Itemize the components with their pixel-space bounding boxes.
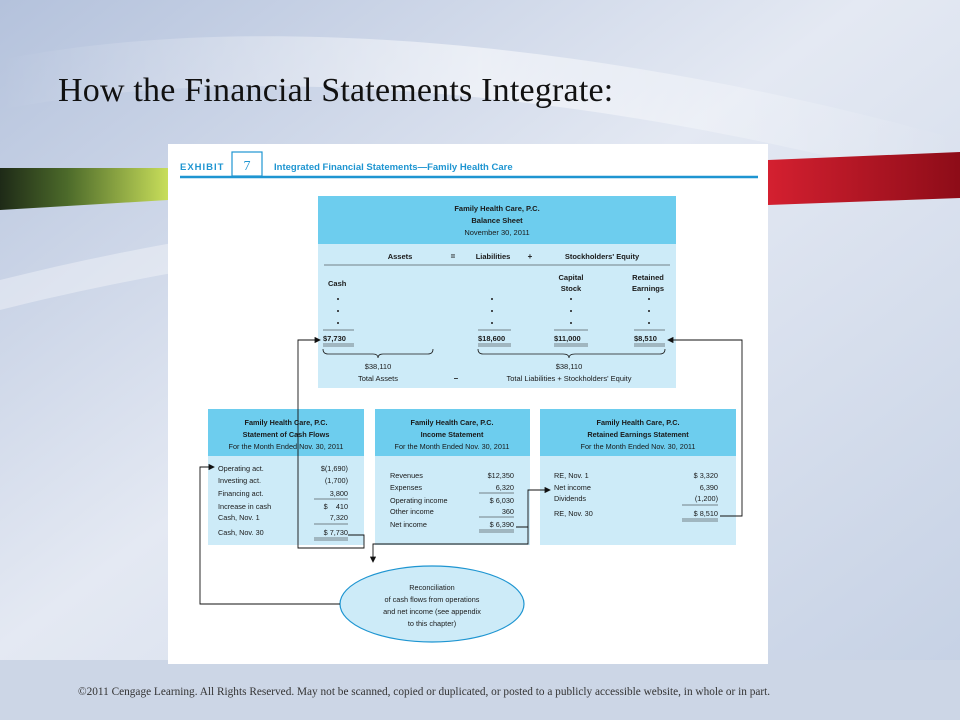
cf-row-value: $(1,690) xyxy=(320,464,348,473)
balance-sheet-company: Family Health Care, P.C. xyxy=(454,204,540,213)
is-row-value: 360 xyxy=(501,507,514,516)
re-row-label: RE, Nov. 30 xyxy=(554,509,593,518)
cash-flows-name: Statement of Cash Flows xyxy=(242,430,330,439)
is-row-label: Other income xyxy=(390,507,434,516)
cf-row-value: 3,800 xyxy=(329,489,348,498)
copyright-footer: ©2011 Cengage Learning. All Rights Reserved. May not be scanned, copied or duplicated, or posted to a publicly accessible website, in whole or in part. xyxy=(78,686,771,698)
re-row-value: 6,390 xyxy=(699,483,718,492)
total-le-value: $38,110 xyxy=(555,362,583,371)
reconciliation-line: to this chapter) xyxy=(407,619,457,628)
re-company: Family Health Care, P.C. xyxy=(596,418,680,427)
reconciliation-line: and net income (see appendix xyxy=(383,607,481,616)
reconciliation-line: of cash flows from operations xyxy=(384,595,480,604)
cf-row-label: Operating act. xyxy=(218,464,264,473)
cf-row-value: 7,320 xyxy=(329,513,348,522)
is-row-value: 6,320 xyxy=(495,483,514,492)
cash-flows-period: For the Month Ended Nov. 30, 2011 xyxy=(228,442,344,451)
reconciliation-line: Reconciliation xyxy=(409,583,455,592)
income-name: Income Statement xyxy=(420,430,484,439)
re-row-label: Net income xyxy=(554,483,591,492)
is-row-label: Revenues xyxy=(390,471,423,480)
exhibit-diagram xyxy=(168,144,768,664)
equity-header: Stockholders' Equity xyxy=(564,252,640,261)
total-assets-label: Total Assets xyxy=(357,374,399,383)
equals-sign: = xyxy=(450,252,456,261)
is-row-label: Operating income xyxy=(390,496,448,505)
exhibit-title: Integrated Financial Statements—Family Health Care xyxy=(274,162,513,173)
retained-earnings-header-1: Retained xyxy=(632,273,664,282)
is-row-label: Net income xyxy=(390,520,427,529)
cash-value: $7,730 xyxy=(323,334,346,343)
capital-stock-value: $11,000 xyxy=(554,334,581,343)
reconciliation-ellipse xyxy=(340,566,524,642)
reconciliation-note xyxy=(340,566,524,642)
re-row-value: $ 8,510 xyxy=(693,509,718,518)
cash-flows-company: Family Health Care, P.C. xyxy=(244,418,328,427)
balance-sheet xyxy=(318,196,676,388)
cf-row-value: $ 7,730 xyxy=(323,528,348,537)
re-row-label: RE, Nov. 1 xyxy=(554,471,589,480)
is-row-label: Expenses xyxy=(390,483,423,492)
balance-sheet-date: November 30, 2011 xyxy=(464,228,530,237)
income-statement xyxy=(375,409,530,545)
retained-earnings-header-2: Earnings xyxy=(631,284,665,293)
is-row-value: $12,350 xyxy=(487,471,514,480)
cash-label: Cash xyxy=(328,279,347,288)
exhibit-number: 7 xyxy=(243,159,251,174)
liabilities-value: $18,600 xyxy=(478,334,506,343)
liabilities-header: Liabilities xyxy=(475,252,511,261)
cf-row-label: Cash, Nov. 1 xyxy=(218,513,260,522)
retained-earnings-statement xyxy=(540,409,736,545)
re-name: Retained Earnings Statement xyxy=(587,430,689,439)
income-period: For the Month Ended Nov. 30, 2011 xyxy=(394,442,510,451)
re-period: For the Month Ended Nov. 30, 2011 xyxy=(580,442,696,451)
cf-row-value: $ 410 xyxy=(323,502,348,511)
total-le-label: Total Liabilities + Stockholders' Equity xyxy=(506,374,632,383)
re-row-value: (1,200) xyxy=(694,494,718,503)
is-row-value: $ 6,390 xyxy=(489,520,514,529)
capital-stock-header-1: Capital xyxy=(558,273,584,282)
slide-title: How the Financial Statements Integrate: xyxy=(58,72,614,109)
cf-row-label: Increase in cash xyxy=(218,502,272,511)
re-row-value: $ 3,320 xyxy=(693,471,718,480)
cash-flows-statement xyxy=(208,409,364,545)
cf-row-label: Cash, Nov. 30 xyxy=(218,528,264,537)
cf-row-label: Financing act. xyxy=(218,489,264,498)
income-company: Family Health Care, P.C. xyxy=(410,418,494,427)
assets-header: Assets xyxy=(387,252,413,261)
cf-row-label: Investing act. xyxy=(218,476,261,485)
minus-sign: – xyxy=(453,374,459,383)
is-row-value: $ 6,030 xyxy=(489,496,514,505)
re-row-label: Dividends xyxy=(554,494,587,503)
exhibit-header xyxy=(180,152,758,177)
cf-row-value: (1,700) xyxy=(324,476,348,485)
balance-sheet-name: Balance Sheet xyxy=(471,216,523,225)
exhibit-figure xyxy=(168,144,768,664)
plus-sign: + xyxy=(527,252,533,261)
exhibit-label: EXHIBIT xyxy=(180,162,225,173)
total-assets-value: $38,110 xyxy=(364,362,392,371)
capital-stock-header-2: Stock xyxy=(560,284,582,293)
retained-earnings-value: $8,510 xyxy=(634,334,657,343)
